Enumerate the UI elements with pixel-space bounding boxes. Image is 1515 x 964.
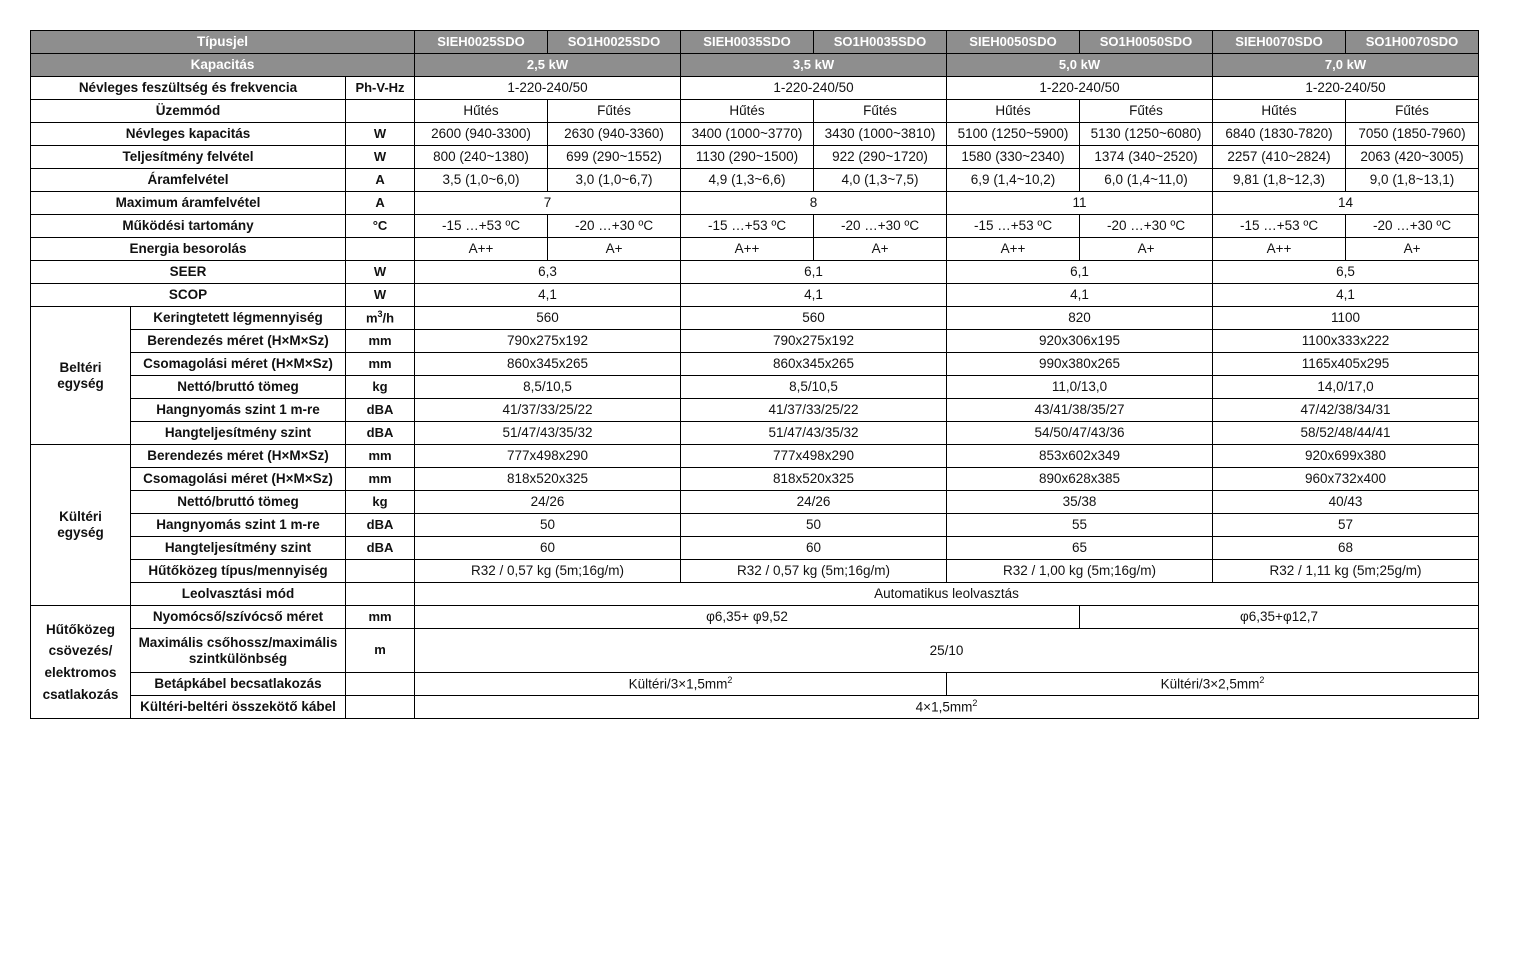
indoor-group-label: Beltéri egység [31,307,131,445]
model-col-5: SIEH0050SDO [947,31,1080,54]
cell: 24/26 [681,491,947,514]
row-unit [346,560,415,583]
indoor-dimensions-row [31,330,1479,353]
cell: 2600 (940-3300) [415,123,548,146]
row-unit [346,696,415,719]
cell: 699 (290~1552) [548,146,681,169]
outdoor-dimensions-row [31,445,1479,468]
outdoor-packing-row [31,468,1479,491]
voltage-value-1: 1-220-240/50 [415,77,681,100]
cell: 50 [681,514,947,537]
outdoor-group-label: Kültéri egység [31,445,131,606]
indoor-sound-power-row [31,422,1479,445]
row-label: Hangteljesítmény szint [131,422,346,445]
mode-row [31,100,1479,123]
row-label: Hangnyomás szint 1 m-re [131,399,346,422]
row-unit: $m^3/h$ [346,307,415,330]
specification-table [30,30,1479,719]
cell: 3430 (1000~3810) [814,123,947,146]
cell: 8,5/10,5 [415,376,681,399]
row-label: Nyomócső/szívócső méret [131,606,346,629]
cell: 7 [415,192,681,215]
row-unit: dBA [346,514,415,537]
row-label: Leolvasztási mód [131,583,346,606]
model-col-3: SIEH0035SDO [681,31,814,54]
cell: 43/41/38/35/27 [947,399,1213,422]
refrigerant-group-label: Hűtőközeg csövezés/ elektromos csatlakozás [31,606,131,719]
row-label: Csomagolási méret (H×M×Sz) [131,468,346,491]
capacity-label: Kapacitás [31,54,415,77]
cell: -15 …+53 ºC [415,215,548,238]
row-label: Csomagolási méret (H×M×Sz) [131,353,346,376]
model-col-6: SO1H0050SDO [1080,31,1213,54]
cell: φ6,35+ φ9,52 [415,606,1080,629]
cell: 7050 (1850-7960) [1346,123,1479,146]
row-unit: mm [346,330,415,353]
cell: -15 …+53 ºC [681,215,814,238]
cell: 14,0/17,0 [1213,376,1479,399]
cell: 6,1 [681,261,947,284]
row-label: Áramfelvétel [31,169,346,192]
cell: 990x380x265 [947,353,1213,376]
cell: 922 (290~1720) [814,146,947,169]
indoor-weight-row [31,376,1479,399]
mode-unit [346,100,415,123]
cell: A+ [1080,238,1213,261]
cell: -15 …+53 ºC [947,215,1080,238]
row-unit: A [346,169,415,192]
cell: 4,0 (1,3~7,5) [814,169,947,192]
row-unit: W [346,123,415,146]
row-label: Maximális csőhossz/maximális szintkülönbség [131,629,346,673]
power-cable-row [31,673,1479,696]
cell: R32 / 0,57 kg (5m;16g/m) [681,560,947,583]
cell: 4,1 [415,284,681,307]
row-unit: mm [346,353,415,376]
cell: A+ [1346,238,1479,261]
mode-value-2: Fűtés [548,100,681,123]
cell: A+ [814,238,947,261]
row-unit: °C [346,215,415,238]
row-unit [346,583,415,606]
connecting-cable-row [31,696,1479,719]
model-col-1: SIEH0025SDO [415,31,548,54]
indoor-sound-pressure-row [31,399,1479,422]
cell: 3400 (1000~3770) [681,123,814,146]
capacity-value-1: 2,5 kW [415,54,681,77]
row-label: Nettó/bruttó tömeg [131,376,346,399]
cell: R32 / 0,57 kg (5m;16g/m) [415,560,681,583]
row-unit: mm [346,606,415,629]
outdoor-sound-power-row [31,537,1479,560]
capacity-value-4: 7,0 kW [1213,54,1479,77]
cell: 25/10 [415,629,1479,673]
row-unit [346,673,415,696]
row-label: Kültéri-beltéri összekötő kábel [131,696,346,719]
cell: 1100 [1213,307,1479,330]
cell: 65 [947,537,1213,560]
cell: Kültéri/$3\times 1,5mm^2$ [415,673,947,696]
cell: 68 [1213,537,1479,560]
mode-label: Üzemmód [31,100,346,123]
cell: 560 [415,307,681,330]
cell: 1165x405x295 [1213,353,1479,376]
cell: 47/42/38/34/31 [1213,399,1479,422]
cell: A+ [548,238,681,261]
mode-value-1: Hűtés [415,100,548,123]
cell: 777x498x290 [415,445,681,468]
cell: A++ [947,238,1080,261]
row-unit: kg [346,376,415,399]
cell: 41/37/33/25/22 [681,399,947,422]
cell: 11 [947,192,1213,215]
piping-size-row [31,606,1479,629]
cell: 5100 (1250~5900) [947,123,1080,146]
voltage-value-3: 1-220-240/50 [947,77,1213,100]
cell: 60 [415,537,681,560]
cell: -20 …+30 ºC [1080,215,1213,238]
cell: 860x345x265 [681,353,947,376]
cell: 5130 (1250~6080) [1080,123,1213,146]
cell: R32 / 1,00 kg (5m;16g/m) [947,560,1213,583]
cell: 560 [681,307,947,330]
cell: Automatikus leolvasztás [415,583,1479,606]
cell: 50 [415,514,681,537]
model-col-7: SIEH0070SDO [1213,31,1346,54]
cell: -15 …+53 ºC [1213,215,1346,238]
cell: $4\times 1,5mm^2$ [415,696,1479,719]
row-label: Betápkábel becsatlakozás [131,673,346,696]
cell: 8 [681,192,947,215]
header-label-type: Típusjel [31,31,415,54]
cell: 860x345x265 [415,353,681,376]
row-label: Névleges kapacitás [31,123,346,146]
cell: 1100x333x222 [1213,330,1479,353]
row-label: Teljesítmény felvétel [31,146,346,169]
cell: 4,1 [681,284,947,307]
voltage-unit: Ph-V-Hz [346,77,415,100]
row-unit: m [346,629,415,673]
cell: R32 / 1,11 kg (5m;25g/m) [1213,560,1479,583]
cell: 24/26 [415,491,681,514]
voltage-label: Névleges feszültség és frekvencia [31,77,346,100]
mode-value-6: Fűtés [1080,100,1213,123]
row-unit: dBA [346,399,415,422]
cell: 6,3 [415,261,681,284]
table-header-row [31,31,1479,54]
cell: 9,0 (1,8~13,1) [1346,169,1479,192]
cell: 790x275x192 [681,330,947,353]
row-unit [346,238,415,261]
row-unit: mm [346,445,415,468]
current-row [31,169,1479,192]
cell: 35/38 [947,491,1213,514]
mode-value-8: Fűtés [1346,100,1479,123]
cell: 818x520x325 [415,468,681,491]
row-unit: A [346,192,415,215]
cell: 800 (240~1380) [415,146,548,169]
row-label: Keringtetett légmennyiség [131,307,346,330]
cell: 890x628x385 [947,468,1213,491]
row-label: SEER [31,261,346,284]
cell: -20 …+30 ºC [814,215,947,238]
cell: 920x306x195 [947,330,1213,353]
cell: 51/47/43/35/32 [415,422,681,445]
cell: 2257 (410~2824) [1213,146,1346,169]
energy-class-row [31,238,1479,261]
cell: 57 [1213,514,1479,537]
cell: 4,1 [1213,284,1479,307]
cell: -20 …+30 ºC [548,215,681,238]
model-col-8: SO1H0070SDO [1346,31,1479,54]
capacity-value-2: 3,5 kW [681,54,947,77]
nominal-capacity-row [31,123,1479,146]
mode-value-5: Hűtés [947,100,1080,123]
indoor-packing-row [31,353,1479,376]
cell: 818x520x325 [681,468,947,491]
seer-row [31,261,1479,284]
row-unit: kg [346,491,415,514]
cell: 11,0/13,0 [947,376,1213,399]
row-label: Hangnyomás szint 1 m-re [131,514,346,537]
cell: 853x602x349 [947,445,1213,468]
piping-length-row [31,629,1479,673]
row-label: Hűtőközeg típus/mennyiség [131,560,346,583]
cell: 790x275x192 [415,330,681,353]
row-label: Hangteljesítmény szint [131,537,346,560]
model-col-2: SO1H0025SDO [548,31,681,54]
cell: 41/37/33/25/22 [415,399,681,422]
cell: 51/47/43/35/32 [681,422,947,445]
row-label: Berendezés méret (H×M×Sz) [131,330,346,353]
max-current-row [31,192,1479,215]
cell: 960x732x400 [1213,468,1479,491]
row-unit: W [346,146,415,169]
cell: 55 [947,514,1213,537]
cell: 3,5 (1,0~6,0) [415,169,548,192]
row-unit: W [346,261,415,284]
capacity-value-3: 5,0 kW [947,54,1213,77]
cell: A++ [415,238,548,261]
operating-range-row [31,215,1479,238]
capacity-row [31,54,1479,77]
cell: 8,5/10,5 [681,376,947,399]
outdoor-defrost-row [31,583,1479,606]
cell: A++ [1213,238,1346,261]
cell: 4,9 (1,3~6,6) [681,169,814,192]
cell: 820 [947,307,1213,330]
cell: 4,1 [947,284,1213,307]
cell: A++ [681,238,814,261]
cell: 2630 (940-3360) [548,123,681,146]
cell: 6,5 [1213,261,1479,284]
cell: -20 …+30 ºC [1346,215,1479,238]
row-label: Berendezés méret (H×M×Sz) [131,445,346,468]
spec-sheet [30,30,1478,719]
cell: 3,0 (1,0~6,7) [548,169,681,192]
voltage-row [31,77,1479,100]
cell: 6,0 (1,4~11,0) [1080,169,1213,192]
mode-value-7: Hűtés [1213,100,1346,123]
row-label: Működési tartomány [31,215,346,238]
row-unit: dBA [346,537,415,560]
cell: 14 [1213,192,1479,215]
scop-row [31,284,1479,307]
cell: 40/43 [1213,491,1479,514]
cell: 2063 (420~3005) [1346,146,1479,169]
row-label: Maximum áramfelvétel [31,192,346,215]
outdoor-weight-row [31,491,1479,514]
cell: φ6,35+φ12,7 [1080,606,1479,629]
cell: 58/52/48/44/41 [1213,422,1479,445]
cell: 60 [681,537,947,560]
cell: Kültéri/$3\times 2,5mm^2$ [947,673,1479,696]
cell: 6,9 (1,4~10,2) [947,169,1080,192]
cell: 1580 (330~2340) [947,146,1080,169]
model-col-4: SO1H0035SDO [814,31,947,54]
row-label: Energia besorolás [31,238,346,261]
cell: 920x699x380 [1213,445,1479,468]
power-input-row [31,146,1479,169]
voltage-value-4: 1-220-240/50 [1213,77,1479,100]
row-label: SCOP [31,284,346,307]
row-unit: dBA [346,422,415,445]
cell: 9,81 (1,8~12,3) [1213,169,1346,192]
cell: 777x498x290 [681,445,947,468]
row-unit: W [346,284,415,307]
cell: 6840 (1830-7820) [1213,123,1346,146]
row-unit: mm [346,468,415,491]
voltage-value-2: 1-220-240/50 [681,77,947,100]
indoor-airflow-row [31,307,1479,330]
cell: 6,1 [947,261,1213,284]
cell: 1130 (290~1500) [681,146,814,169]
row-label: Nettó/bruttó tömeg [131,491,346,514]
cell: 1374 (340~2520) [1080,146,1213,169]
mode-value-4: Fűtés [814,100,947,123]
outdoor-refrigerant-row [31,560,1479,583]
mode-value-3: Hűtés [681,100,814,123]
outdoor-sound-pressure-row [31,514,1479,537]
cell: 54/50/47/43/36 [947,422,1213,445]
